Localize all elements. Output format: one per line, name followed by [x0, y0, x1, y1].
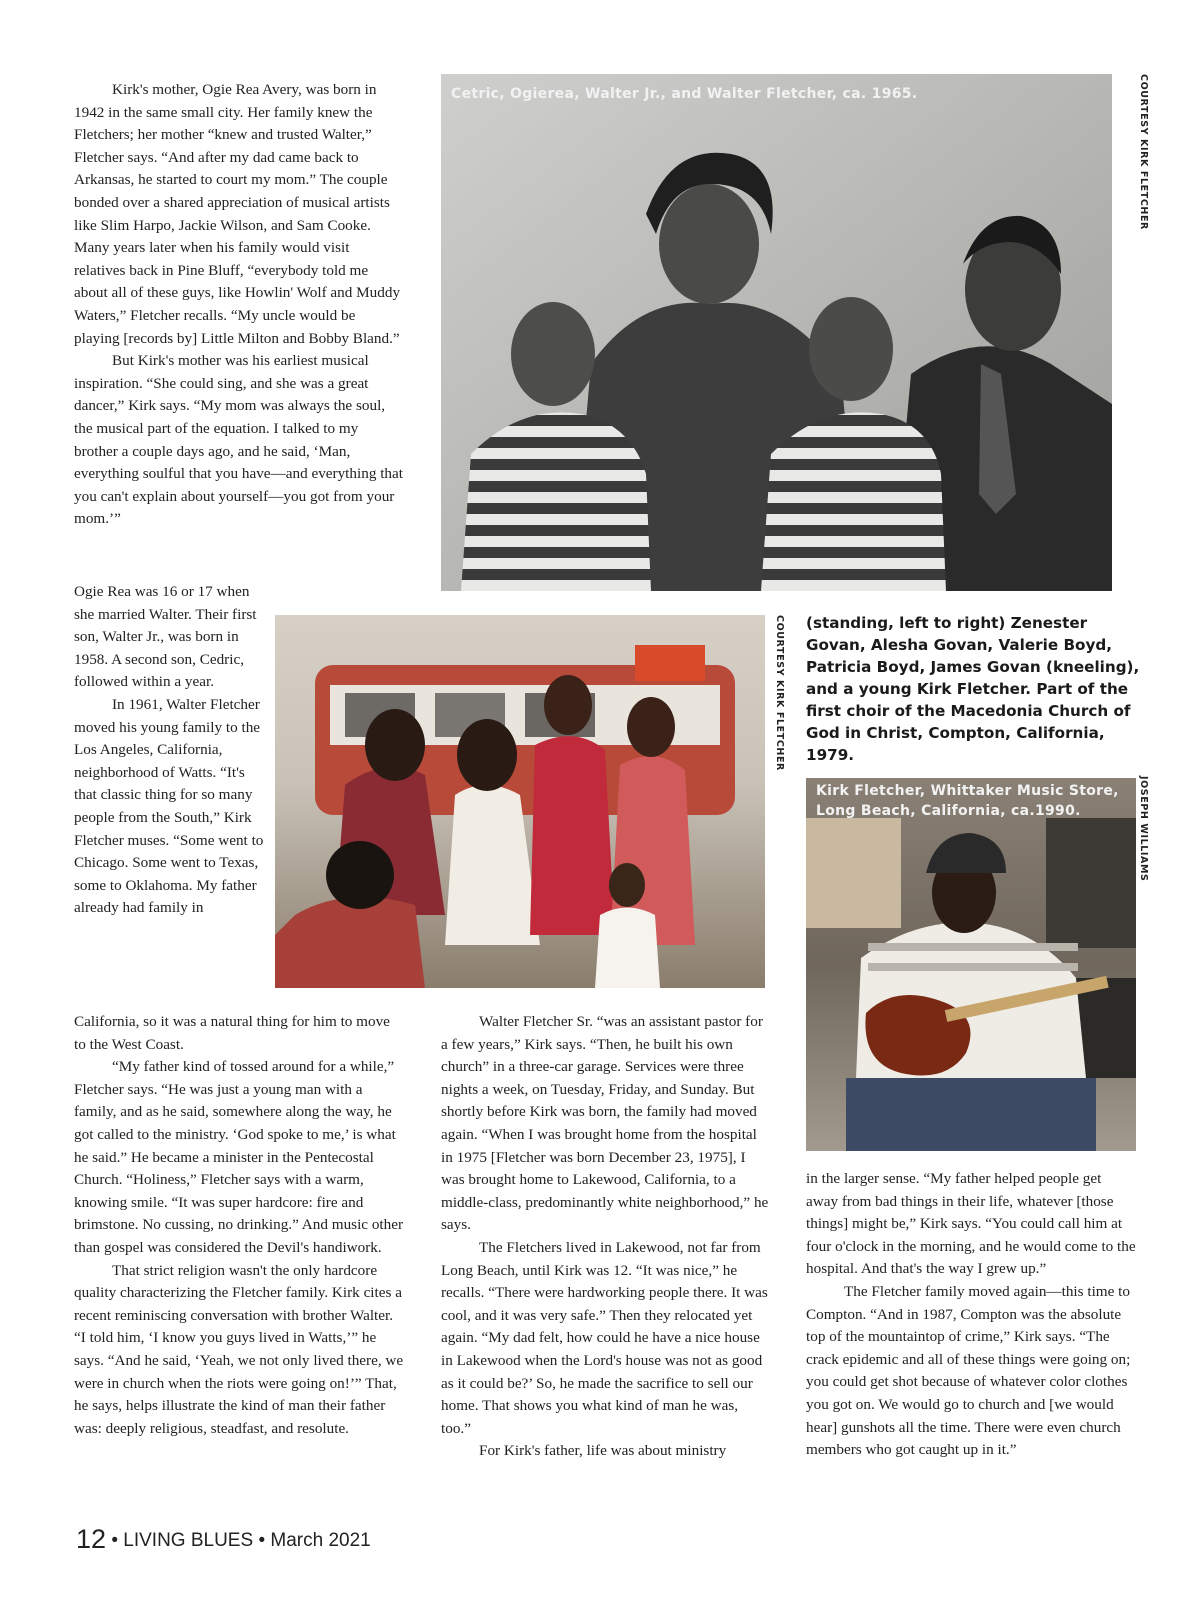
article-column-1-lower	[74, 1011, 404, 1440]
kirk-photo-credit: JOSEPH WILLIAMS	[1138, 776, 1149, 882]
article-column-1-narrow	[74, 581, 264, 920]
kirk-photo-1990	[806, 778, 1136, 1151]
article-paragraph: But Kirk's mother was his earliest musical inspiration. “She could sing, and she was a great dancer,” Kirk says. “My mom was always the soul, the musical part of the equation. I talked to my brother a couple days ago, and he said, ‘Man, everything soulful that you have—and everything that you can't explain about yourself—you got from your mom.’”	[74, 352, 403, 528]
choir-photo-1979	[275, 615, 765, 988]
article-paragraph: California, so it was a natural thing for him to move to the West Coast.	[74, 1013, 390, 1053]
choir-photo-credit: COURTESY KIRK FLETCHER	[774, 615, 785, 771]
kirk-photo-caption: Kirk Fletcher, Whittaker Music Store, Long Beach, California, ca.1990.	[816, 783, 1119, 819]
article-paragraph: “My father kind of tossed around for a while,” Fletcher says. “He was just a young man with a family, and as he said, somewhere along the way, he got called to the ministry. ‘God spoke to me,’ is what he said.” He became a minister in the Pentecostal Church. “Holiness,” Fletcher says with a warm, knowing smile. “It was super hardcore: fire and brimstone. No cussing, no drinking.” And music other than gospel was considered the Devil's handiwork.	[74, 1058, 404, 1256]
issue-date: March 2021	[270, 1530, 371, 1551]
article-paragraph: The Fletchers lived in Lakewood, not far from Long Beach, until Kirk was 12. “It was nice,” he recalls. “There were hardworking people there. It was cool, and it was very safe.” Then they relocated yet again. “My dad felt, how could he have a nice house in Lakewood when the Lord's house was not as good as it could be?’ So, he made the sacrifice to sell our home. That shows you what kind of man he was, too.”	[441, 1238, 768, 1437]
article-column-1-upper	[74, 79, 404, 531]
family-photo-image	[441, 74, 1112, 591]
article-column-2	[441, 1011, 771, 1463]
article-paragraph: in the larger sense. “My father helped people get away from bad things in their life, whatever [those things] might be,” Kirk says. “You could call him at four o'clock in the morning, and he would come to the hospital. And that's the way I grew up.”	[806, 1170, 1136, 1278]
folio-bullet: •	[258, 1530, 266, 1551]
article-paragraph: Ogie Rea was 16 or 17 when she married Walter. Their first son, Walter Jr., was born in 1958. A second son, Cedric, followed within a year.	[74, 583, 257, 691]
page-folio	[76, 1524, 371, 1555]
family-photo-credit: COURTESY KIRK FLETCHER	[1138, 74, 1149, 230]
article-paragraph: That strict religion wasn't the only hardcore quality characterizing the Fletcher family. Kirk cites a recent reminiscing conversation with brother Walter. “I told him, ‘I know you guys lived in Watts,’” he says. “And he said, ‘Yeah, we not only lived there, we were in church when the riots were going on!’” That, he says, helps illustrate the kind of man their father was: deeply religious, steadfast, and resolute.	[74, 1261, 404, 1437]
magazine-name: LIVING BLUES	[123, 1530, 254, 1551]
article-paragraph: In 1961, Walter Fletcher moved his young family to the Los Angeles, California, neighborhood of Watts. “It's that classic thing for so many people from the South,” Kirk Fletcher muses. “Some went to Chicago. Some went to Texas, some to Oklahoma. My father already had family in	[74, 695, 264, 917]
article-column-3	[806, 1168, 1136, 1462]
article-paragraph: The Fletcher family moved again—this time to Compton. “And in 1987, Compton was the absolute top of the mountaintop of crime,” Kirk says. “The crack epidemic and all of these things were going on; you could get shot because of whatever color clothes you got on. We would go to church and [we would hear] gunshots all the time. There were even church members who got caught up in it.”	[806, 1282, 1131, 1459]
article-paragraph: For Kirk's father, life was about ministry	[479, 1442, 727, 1460]
family-photo-caption: Cetric, Ogierea, Walter Jr., and Walter Fletcher, ca. 1965.	[451, 86, 918, 102]
choir-photo-image	[275, 615, 765, 988]
folio-bullet: •	[111, 1530, 118, 1551]
article-paragraph: Walter Fletcher Sr. “was an assistant pastor for a few years,” Kirk says. “Then, he built his own church” in a three-car garage. Services were three nights a week, on Tuesday, Friday, and Sunday. But shortly before Kirk was born, the family had moved again. “When I was brought home from the hospital in 1975 [Fletcher was born December 23, 1975], I was brought home to Lakewood, California, to a middle-class, predominantly white neighborhood,” he says.	[441, 1013, 769, 1234]
kirk-photo-image	[806, 778, 1136, 1151]
family-photo-1965	[441, 74, 1112, 591]
choir-photo-caption: (standing, left to right) Zenester Govan, Alesha Govan, Valerie Boyd, Patricia Boyd, James Govan (kneeling), and a young Kirk Fletcher. Part of the first choir of the Macedonia Church of God in Christ, Compton, California, 1979.	[806, 614, 1140, 764]
page-number: 12	[76, 1524, 107, 1554]
article-paragraph: Kirk's mother, Ogie Rea Avery, was born in 1942 in the same small city. Her family knew the Fletchers; her mother “knew and trusted Walter,” Fletcher says. “And after my dad came back to Arkansas, he started to court my mom.” The couple bonded over a shared appreciation of musical artists like Slim Harpo, Jackie Wilson, and Sam Cooke. Many years later when his family would visit relatives back in Pine Bluff, “everybody told me about all of these guys, like Howlin' Wolf and Muddy Waters,” Fletcher recalls. “My uncle would be playing [records by] Little Milton and Bobby Bland.”	[74, 81, 401, 347]
